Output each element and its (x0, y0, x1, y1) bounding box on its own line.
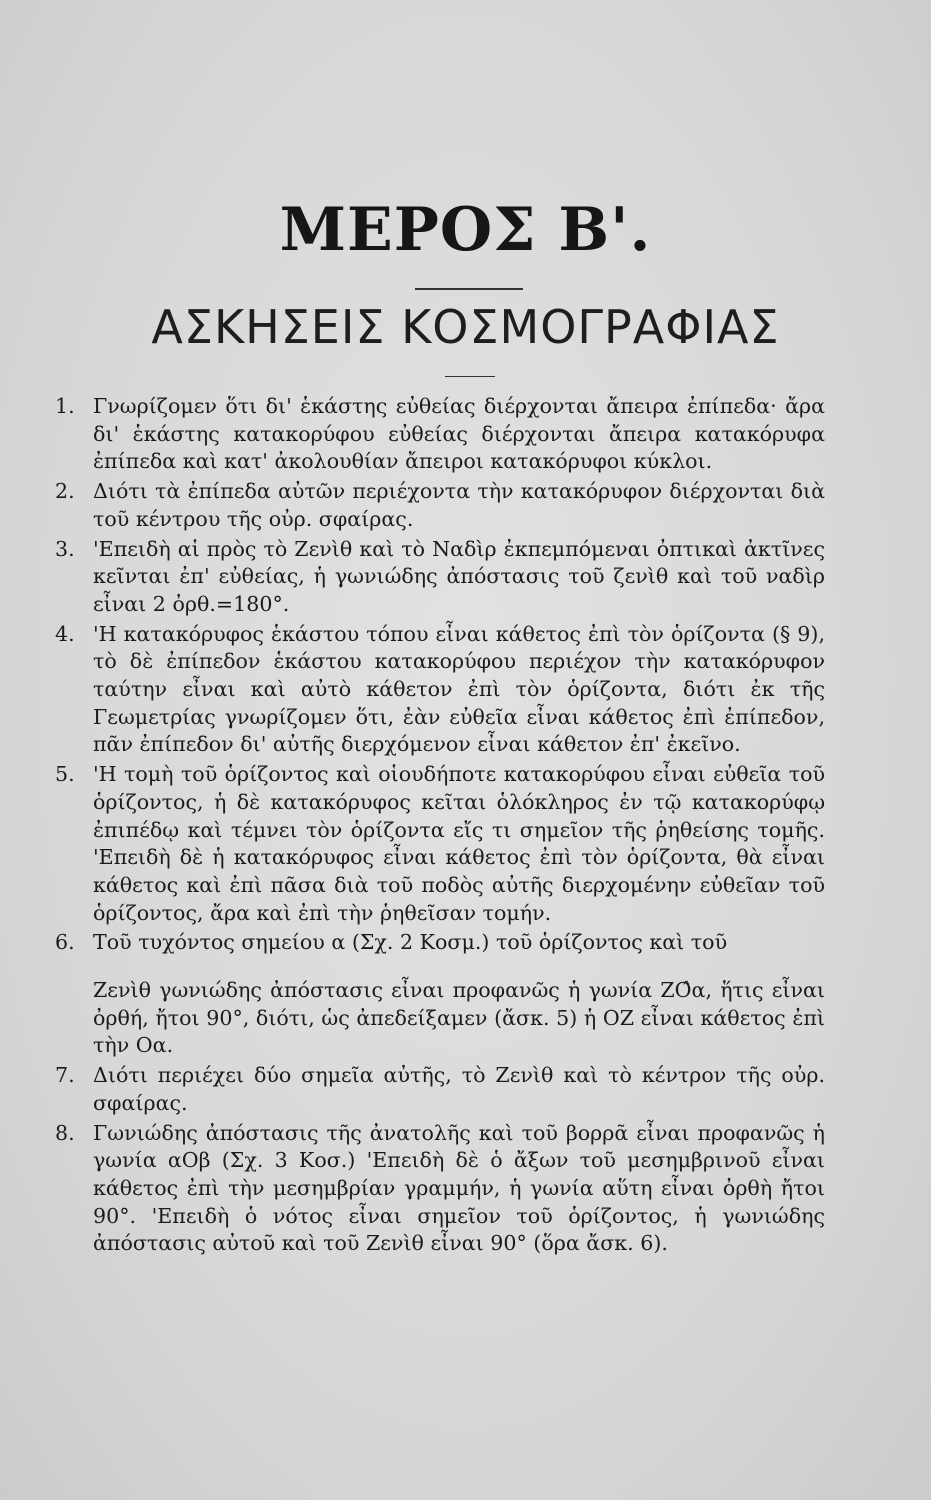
exercise-text: Γωνιώδης ἀπόστασις τῆς ἀνατολῆς καὶ τοῦ βορρᾶ εἶναι προφανῶς ἡ γωνία αΟβ (Σχ. 3 Κοσ.) 'Επειδὴ δὲ ὁ ἄξων τοῦ μεσημβρινοῦ εἶναι κάθετος ἐπὶ τὴν μεσημβρίαν γραμμήν, ἡ γωνία αὕτη εἶναι ὀρθὴ ἤτοι 90°. 'Επειδὴ ὁ νότος εἶναι σημεῖον τοῦ ὁρίζοντος, ἡ γωνιώδης ἀπόστασις αὐτοῦ καὶ τοῦ Ζενὶθ εἶναι 90° (ὅρα ἄσκ. 6). (93, 1120, 825, 1256)
exercise-number: 8. (55, 1120, 75, 1145)
exercise-number: 6. (55, 930, 75, 955)
section-divider (445, 376, 495, 377)
exercise-text: 'Η κατακόρυφος ἑκάστου τόπου εἶναι κάθετος ἐπὶ τὸν ὁρίζοντα (§ 9), τὸ δὲ ἐπίπεδον ἑκάστου κατακορύφου περιέχον τὴν κατακόρυφον ταύτην εἶναι καὶ αὐτὸ κάθετον ἐπὶ τὸν ὁρίζοντα, διότι ἐκ τῆς Γεωμετρίας γνωρίζομεν ὅτι, ἐὰν εὐθεῖα εἶναι κάθετος ἐπὶ ἐπίπεδον, πᾶν ἐπίπεδον δι' αὐτῆς διερχόμενον εἶναι κάθετον ἐπ' ἐκεῖνο. (93, 621, 825, 757)
exercise-number: 5. (55, 762, 75, 787)
exercise-text: 'Η τομὴ τοῦ ὁρίζοντος καὶ οἱουδήποτε κατακορύφου εἶναι εὐθεῖα τοῦ ὁρίζοντος, ἡ δὲ κατακόρυφος κεῖται ὁλόκληρος ἐν τῷ κατακορύφῳ ἐπιπέδῳ καὶ τέμνει τὸν ὁρίζοντα εἴς τι σημεῖον τῆς ῥηθείσης τομῆς. 'Επειδὴ δὲ ἡ κατακόρυφος εἶναι κάθετος ἐπὶ τὸν ὁρίζοντα, θὰ εἶναι κάθετος καὶ ἐπὶ πᾶσα διὰ τοῦ ποδὸς αὐτῆς διερχομένην εὐθεῖαν τοῦ ὁρίζοντος, ἄρα καὶ ἐπὶ τὴν ῥηθεῖσαν τομήν. (93, 762, 825, 925)
exercise-item (55, 929, 825, 1060)
exercise-number: 3. (55, 536, 75, 561)
exercise-item (55, 621, 825, 760)
exercise-item (55, 761, 825, 927)
exercise-number: 2. (55, 479, 75, 504)
exercise-text: Διότι τὰ ἐπίπεδα αὐτῶν περιέχοντα τὴν κατακόρυφον διέρχονται διὰ τοῦ κέντρου τῆς οὐρ. σφαίρας. (93, 479, 825, 531)
exercise-list (55, 393, 825, 1260)
part-title: ΜΕΡΟΣ Β'. (279, 195, 652, 265)
title-divider (415, 288, 523, 290)
exercise-number: 4. (55, 621, 75, 646)
exercise-number: 1. (55, 394, 75, 418)
exercise-number: 7. (55, 1063, 75, 1088)
section-title: ΑΣΚΗΣΕΙΣ ΚΟΣΜΟΓΡΑΦΙΑΣ (151, 300, 780, 354)
exercise-item (55, 1062, 825, 1117)
exercise-item (55, 393, 825, 476)
exercise-item (55, 536, 825, 619)
exercise-text: 'Επειδὴ αἱ πρὸς τὸ Ζενὶθ καὶ τὸ Ναδὶρ ἐκπεμπόμεναι ὀπτικαὶ ἀκτῖνες κεῖνται ἐπ' εὐθείας, ἡ γωνιώδης ἀπόστασις τοῦ ζενὶθ καὶ τοῦ ναδὶρ εἶναι 2 ὀρθ.=180°. (93, 536, 825, 616)
exercise-text: Γνωρίζομεν ὅτι δι' ἑκάστης εὐθείας διέρχονται ἄπειρα ἐπίπεδα· ἄρα δι' ἑκάστης κατακορύφου εὐθείας διέρχονται ἄπειρα κατακόρυφα ἐπίπεδα καὶ κατ' ἀκολουθίαν ἄπειροι κατακόρυφοι κύκλοι. (93, 394, 825, 474)
exercise-text: Τοῦ τυχόντος σημείου α (Σχ. 2 Κοσμ.) τοῦ ὁρίζοντος καὶ τοῦ (93, 930, 728, 955)
line-gap (93, 957, 825, 977)
exercise-item (55, 478, 825, 533)
exercise-text: Διότι περιέχει δύο σημεῖα αὐτῆς, τὸ Ζενὶθ καὶ τὸ κέντρον τῆς οὐρ. σφαίρας. (93, 1063, 825, 1115)
exercise-text-continued: Ζενὶθ γωνιώδης ἀπόστασις εἶναι προφανῶς ἡ γωνία ΖΟ̂α, ἥτις εἶναι ὀρθή, ἤτοι 90°, διότι, ὡς ἀπεδείξαμεν (ἄσκ. 5) ἡ ΟΖ εἶναι κάθετος ἐπὶ τὴν Οα. (93, 978, 825, 1058)
exercise-item (55, 1120, 825, 1259)
